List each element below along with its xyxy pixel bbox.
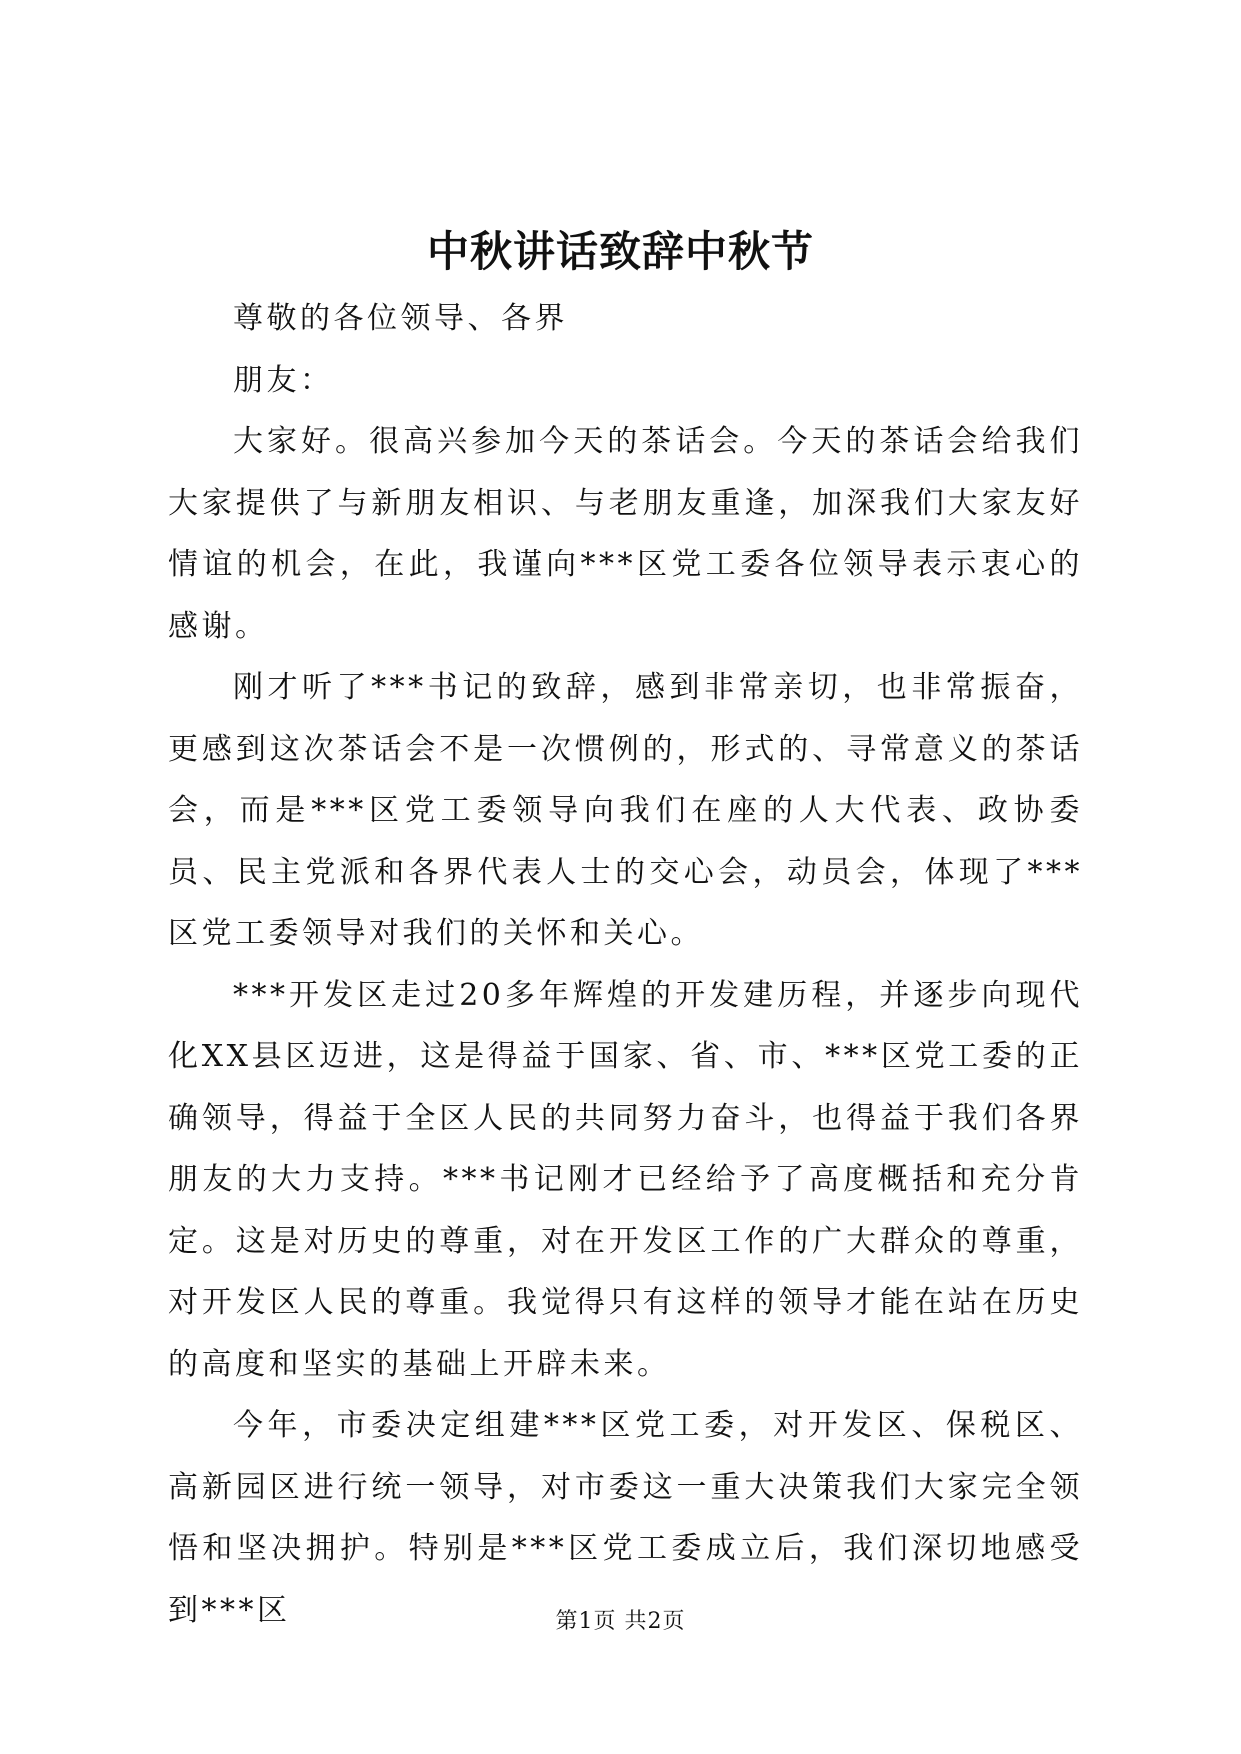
paragraph-greeting: 大家好。很高兴参加今天的茶话会。今天的茶话会给我们大家提供了与新朋友相识、与老朋友重逢，加深我们大家友好情谊的机会，在此，我谨向***区党工委各位领导表示衷心的感谢。	[168, 424, 1083, 644]
document-title: 中秋讲话致辞中秋节	[426, 227, 814, 276]
salutation-line-2: 朋友：	[233, 362, 334, 398]
page-number-footer: 第1页 共2页	[555, 1609, 686, 1634]
paragraph-speech-response: 刚才听了***书记的致辞，感到非常亲切，也非常振奋，更感到这次茶话会不是一次惯例的，形式的、寻常意义的茶话会，而是***区党工委领导向我们在座的人大代表、政协委员、民主党派和各界代表人士的交心会，动员会，体现了***区党工委领导对我们的关怀和关心。	[168, 670, 1083, 951]
paragraph-this-year: 今年，市委决定组建***区党工委，对开发区、保税区、高新园区进行统一领导，对市委这一重大决策我们大家完全领悟和坚决拥护。特别是***区党工委成立后，我们深切地感受到***区	[168, 1408, 1083, 1628]
paragraph-development-history: ***开发区走过20多年辉煌的开发建历程，并逐步向现代化XX县区迈进，这是得益于国家、省、市、***区党工委的正确领导，得益于全区人民的共同努力奋斗，也得益于我们各界朋友的大力支持。***书记刚才已经给予了高度概括和充分肯定。这是对历史的尊重，对在开发区工作的广大群众的尊重，对开发区人民的尊重。我觉得只有这样的领导才能在站在历史的高度和坚实的基础上开辟未来。	[168, 977, 1083, 1382]
salutation-line-1: 尊敬的各位领导、各界	[233, 301, 568, 336]
document-body	[168, 288, 1083, 1641]
